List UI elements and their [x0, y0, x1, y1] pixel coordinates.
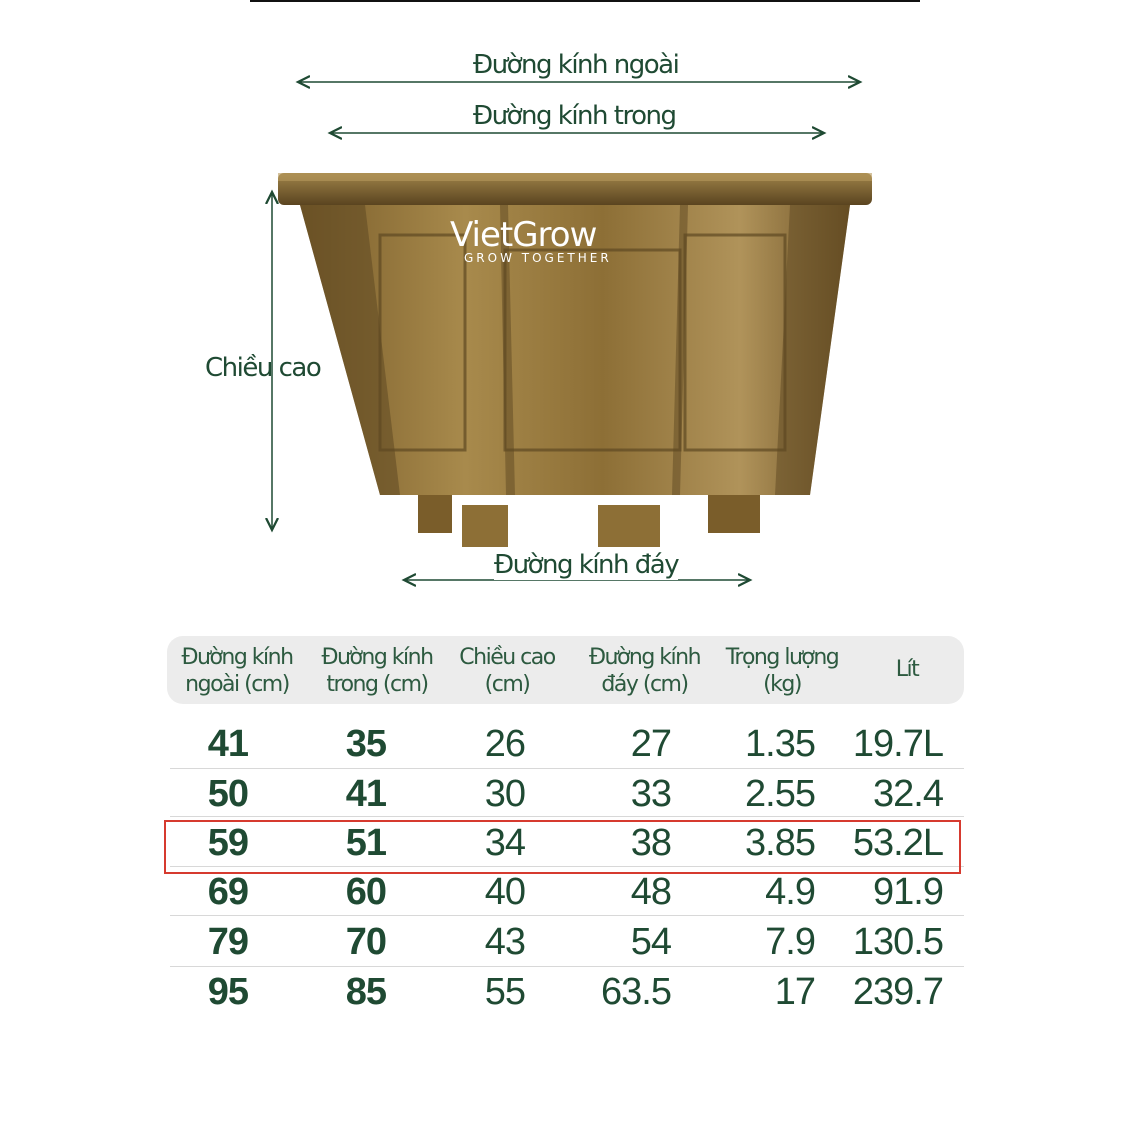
cell-base-diameter: 33 — [630, 773, 671, 815]
brand-logo — [450, 215, 612, 265]
cell-inner-diameter: 41 — [345, 773, 386, 815]
table-header — [167, 636, 964, 704]
cell-base-diameter: 27 — [630, 723, 671, 765]
cell-inner-diameter: 51 — [345, 822, 386, 864]
header-outer-diameter: Đường kính ngoài (cm) — [181, 645, 293, 697]
inner-diameter-label: Đường kính trong — [473, 101, 676, 131]
header-height: Chiều cao (cm) — [459, 645, 555, 697]
header-base-diameter: Đường kính đáy (cm) — [588, 645, 701, 697]
cell-liters: 53.2L — [852, 822, 943, 864]
cell-height: 26 — [484, 723, 525, 765]
cell-outer-diameter: 41 — [207, 723, 248, 765]
height-label: Chiều cao — [205, 353, 321, 383]
cell-weight: 7.9 — [765, 921, 815, 963]
brand-tagline: GROW TOGETHER — [464, 251, 612, 265]
table-row — [168, 867, 964, 917]
cell-weight: 4.9 — [765, 871, 815, 913]
cell-height: 34 — [484, 822, 525, 864]
cell-outer-diameter: 95 — [207, 971, 248, 1013]
highlighted-row-box — [164, 820, 961, 874]
cell-height: 30 — [484, 773, 525, 815]
cell-base-diameter: 38 — [630, 822, 671, 864]
cell-outer-diameter: 69 — [207, 871, 248, 913]
cell-weight: 3.85 — [745, 822, 815, 864]
cell-liters: 32.4 — [873, 773, 943, 815]
row-divider — [170, 816, 964, 817]
cell-base-diameter: 54 — [630, 921, 671, 963]
base-diameter-label: Đường kính đáy — [494, 550, 679, 580]
cell-liters: 19.7L — [852, 723, 943, 765]
row-divider — [170, 768, 964, 769]
header-weight: Trọng lượng (kg) — [725, 645, 839, 697]
cell-outer-diameter: 79 — [207, 921, 248, 963]
cell-liters: 91.9 — [873, 871, 943, 913]
cell-outer-diameter: 50 — [207, 773, 248, 815]
cell-height: 43 — [484, 921, 525, 963]
table-row — [168, 769, 964, 819]
table-row — [168, 917, 964, 967]
cell-base-diameter: 48 — [630, 871, 671, 913]
brand-name: VietGrow — [450, 215, 597, 255]
cell-weight: 1.35 — [745, 723, 815, 765]
table-row — [168, 719, 964, 769]
cell-height: 55 — [484, 971, 525, 1013]
cell-weight: 2.55 — [745, 773, 815, 815]
cell-weight: 17 — [774, 971, 815, 1013]
cell-base-diameter: 63.5 — [601, 971, 671, 1013]
outer-diameter-label: Đường kính ngoài — [473, 50, 679, 80]
row-divider — [170, 915, 964, 916]
table-row — [168, 967, 964, 1017]
header-liters: Lít — [895, 657, 919, 682]
cell-inner-diameter: 35 — [345, 723, 386, 765]
cell-outer-diameter: 59 — [207, 822, 248, 864]
cell-height: 40 — [484, 871, 525, 913]
cell-inner-diameter: 85 — [345, 971, 386, 1013]
cell-liters: 239.7 — [852, 971, 943, 1013]
cell-inner-diameter: 60 — [345, 871, 386, 913]
cell-inner-diameter: 70 — [345, 921, 386, 963]
header-inner-diameter: Đường kính trong (cm) — [321, 645, 433, 697]
row-divider — [170, 966, 964, 967]
cell-liters: 130.5 — [852, 921, 943, 963]
